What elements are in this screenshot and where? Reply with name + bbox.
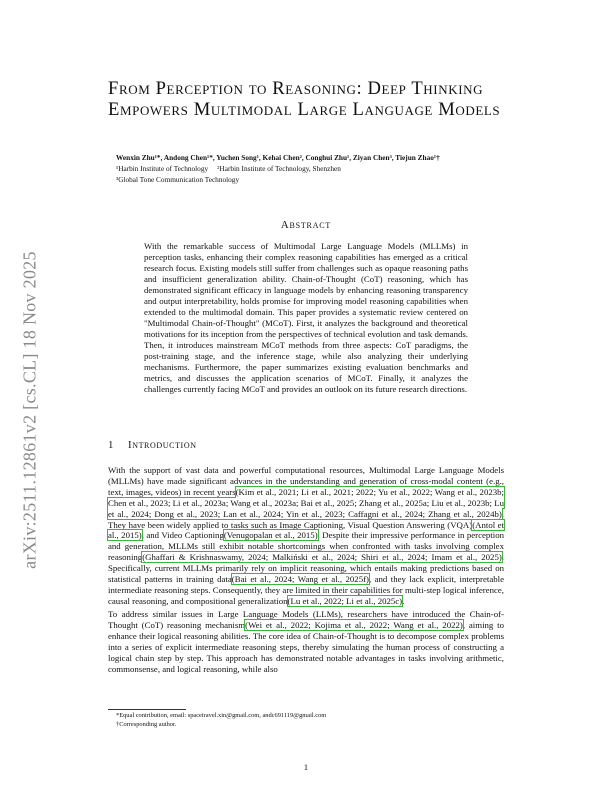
footnote-corresponding-author: †Corresponding author. (116, 721, 177, 728)
citation-link[interactable]: (Kim et al., 2021; Li et al., 2021; 2022; Yu et al., 2022; Wang et al., 2023b; Chen et al., 2023; Li et al., 2023a; Wang et al., 2023a; Bai et al., 2025; Zhang et al., 2025a; Liu et al., 2023b; Lu et al., 2024; Dong et al., 2023; Lan et al., 2024; Yin et al., 2023; Caffagni et al., 2024; Zhang et al., 2024b) (108, 486, 504, 519)
abstract-heading: Abstract (280, 219, 332, 231)
arxiv-sidebar-stamp (10, 210, 50, 610)
section-title: Introduction (128, 439, 197, 451)
citation-link[interactable]: (Wei et al., 2022; Kojima et al., 2022; Wang et al., 2022) (245, 619, 463, 630)
text-run: , and Video Captioning (141, 530, 224, 541)
citation-link[interactable]: (Lu et al., 2022; Li et al., 2025c) (287, 595, 403, 606)
paper-title: From Perception to Reasoning: Deep Thinking Empowers Multimodal Large Language Models (108, 78, 501, 120)
footnote-equal-contribution: *Equal contribution, email: spacetravel.xin@gmail.com, andc691119@gmail.com (116, 712, 327, 719)
affiliation-line-2: ³Global Tone Communication Technology (116, 175, 240, 184)
intro-paragraph-1 (108, 465, 504, 607)
text-run: With the support of vast data and powerful computational resources, Multimodal Large Language Models (MLLMs) have made significant advances in the understanding and generation of cross-modal content (e.g., text, images, videos) in recent years (108, 465, 504, 497)
text-run: . They have been widely applied to tasks such as Image Captioning, Visual Question Answering (VQA) (108, 508, 504, 530)
section-heading-introduction (108, 439, 197, 451)
citation-link[interactable]: (Antol et al., 2015) (108, 519, 505, 541)
citation-link[interactable]: (Bai et al., 2024; Wang et al., 2025f) (231, 574, 369, 585)
author-block (116, 152, 516, 185)
text-run: . Despite their impressive performance in perception and generation, MLLMs still exhibit notable shortcomings when confronted with tasks involving complex reasoning (108, 530, 504, 563)
text-run: . (402, 595, 405, 606)
arxiv-identifier: arXiv:2511.12861v2 [cs.CL] 18 Nov 2025 (19, 251, 40, 569)
affiliation-line-1: ¹Harbin Institute of Technology ²Harbin Institute of Technology, Shenzhen (116, 164, 341, 173)
text-run: To address similar issues in Large Language Models (LLMs), researchers have introduced the Chain-of-Thought (CoT) reasoning mechanism (108, 609, 504, 630)
text-run: . Specifically, current MLLMs primarily rely on implicit reasoning, which entails making predictions based on statistical patterns in training data (108, 552, 504, 585)
abstract-text: With the remarkable success of Multimodal Large Language Models (MLLMs) in perception tasks, enhancing their complex reasoning capabilities has emerged as a critical research focus. Existing models still suffer from challenges such as opaque reasoning paths and insufficient generalization ability. Chain-of-Thought (CoT) reasoning, which has demonstrated significant efficacy in language models by enhancing reasoning transparency and output interpretability, holds promise for improving model reasoning capabilities when extended to the multimodal domain. This paper provides a systematic review centered on "Multimodal Chain-of-Thought" (MCoT). First, it analyzes the background and theoretical motivations for its inception from the perspectives of technical evolution and task demands. Then, it introduces mainstream MCoT methods from three aspects: CoT paradigms, the post-training stage, and the inference stage, while also analyzing their underlying mechanisms. Furthermore, the paper summarizes existing evaluation benchmarks and metrics, and discusses the application scenarios of MCoT. Finally, it analyzes the challenges currently facing MCoT and provides an outlook on its future research directions. (144, 241, 468, 394)
page-number: 1 (303, 762, 309, 772)
citation-link[interactable]: (Ghaffari & Krishnaswamy, 2024; Malkiński et al., 2024; Shiri et al., 2024; Imam et al., 2025) (142, 552, 502, 563)
text-run: , and they lack explicit, interpretable intermediate reasoning steps. Consequently, they are limited in their capabilities for multi-step logical inference, causal reasoning, and compositional generalization (108, 574, 504, 606)
author-names: Wenxin Zhu¹*, Andong Chen¹*, Yuchen Song¹, Kehai Chen², Conghui Zhu¹, Ziyan Chen³, Tiejun Zhao¹† (116, 153, 440, 162)
intro-paragraph-2 (108, 609, 504, 674)
footnote-rule (108, 709, 186, 710)
citation-link[interactable]: (Venugopalan et al., 2015) (223, 530, 318, 541)
text-run: , aiming to enhance their logical reasoning abilities. The core idea of Chain-of-Thought is to decompose complex problems into a series of explicit intermediate reasoning steps, thereby simulating the human process of constructing a logical chain step by step. This approach has demonstrated notable advantages in tasks involving arithmetic, commonsense, and logical reasoning, while also (108, 619, 505, 674)
section-number: 1 (108, 439, 114, 451)
